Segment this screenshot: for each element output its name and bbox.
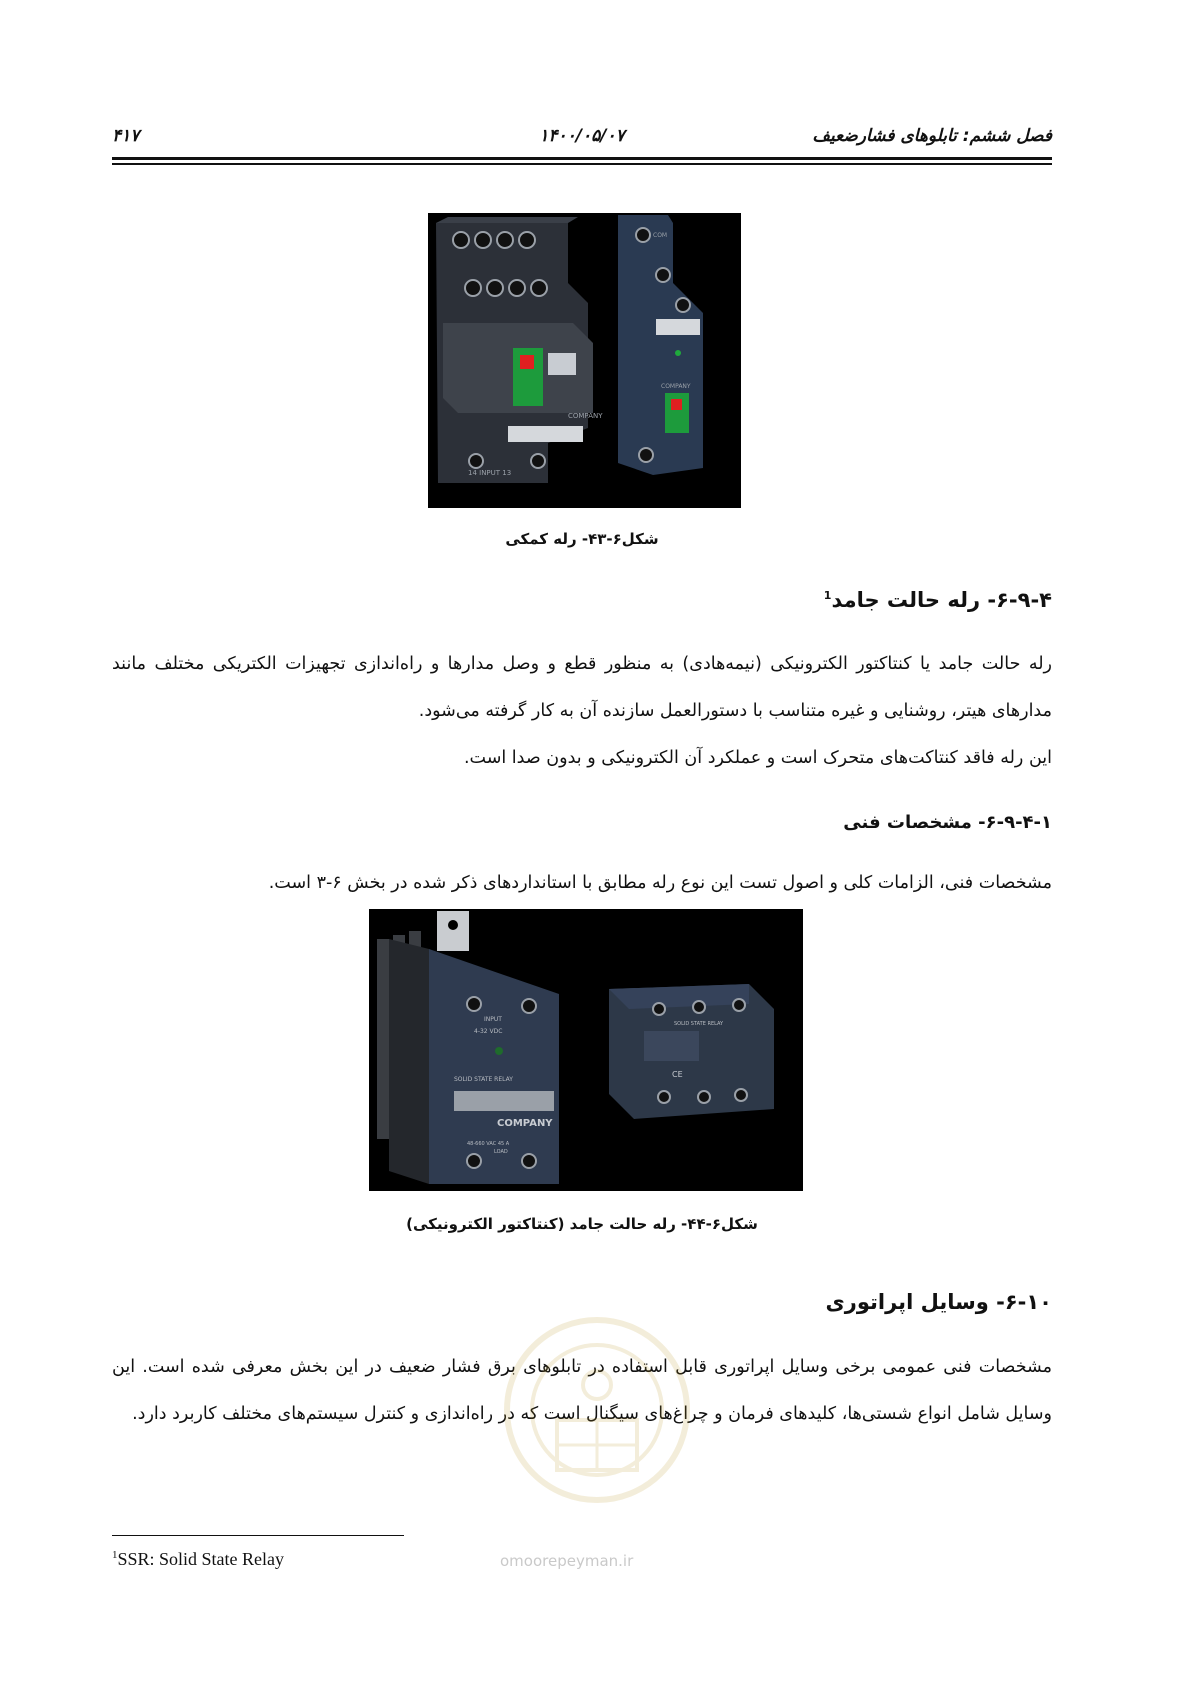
paragraph: رله حالت جامد یا کنتاکتور الکترونیکی (نیمه‌هادی) به منظور قطع و وصل مدارها و راه‌اندازی تجهیزات الکتریکی مختلف مانند مدارهای هیتر، روشنایی و غیره متناسب با دستورالعمل سازنده آن به کار گرفته می‌شود. [112,654,1052,721]
ssr-type-label-1: SOLID STATE RELAY [454,1076,513,1083]
footnote-marker: 1 [112,1549,118,1561]
operator-devices-paragraph: مشخصات فنی عمومی برخی وسایل اپراتوری قابل استفاده در تابلوهای برق فشار ضعیف در این بخش معرفی شده است. این وسایل شامل انواع شستی‌ها، کلیدهای فرمان و چراغ‌های سیگنال است که در راه‌اندازی و کنترل سیستم‌های مختلف کاربرد دارد. [112,1357,1052,1424]
footnote-ref: 1 [823,589,832,602]
figure-43-caption: شکل۶-۴۳- رله کمکی [505,530,659,548]
solid-state-relay-photo [369,909,803,1191]
auxiliary-relay-photo [428,213,741,508]
page-header [112,126,1052,154]
section-heading-solid-state-relay [824,588,1052,612]
chapter-title: فصل ششم: تابلوهای فشارضعیف [812,126,1052,146]
footnote [112,1549,284,1570]
footnote-separator [112,1535,404,1536]
section-heading-technical-specs: ۶-۹-۴-۱- مشخصات فنی [843,812,1052,833]
watermark-url: omoorepeyman.ir [500,1552,634,1570]
solid-state-relay-illustration [369,909,803,1191]
relay-com-label: COM [653,232,668,239]
heading-text: ۶-۹-۴- رله حالت جامد [831,588,1052,612]
technical-specs-paragraph: مشخصات فنی، الزامات کلی و اصول تست این نوع رله مطابق با استانداردهای ذکر شده در بخش ۶-۳ است. [268,873,1052,893]
solid-state-relay-text [112,641,1052,782]
figure-44-caption: شکل۶-۴۴- رله حالت جامد (کنتاکتور الکترونیکی) [406,1215,758,1233]
ssr-load-rating-label: 48-660 VAC 45 A [467,1141,510,1147]
auxiliary-relay-illustration [428,213,741,508]
ssr-voltage-label: 4-32 VDC [474,1028,503,1035]
ssr-brand-label: COMPANY [497,1118,553,1129]
relay-input-label: 14 INPUT 13 [468,469,512,477]
ssr3-ce-mark: CE [672,1070,683,1079]
relay-brand-label-1: COMPANY [568,412,603,420]
ssr3-type-label: SOLID STATE RELAY [674,1021,724,1027]
header-rule-thin [112,163,1052,165]
section-heading-operator-devices: ۶-۱۰- وسایل اپراتوری [825,1290,1052,1314]
publisher-seal-watermark [497,1300,697,1530]
footnote-text: SSR: Solid State Relay [117,1549,285,1569]
header-date: ۱۴۰۰/۰۵/۰۷ [539,126,625,146]
header-rule-thick [112,157,1052,160]
page-number: ۴۱۷ [112,126,140,146]
ssr-input-label: INPUT [484,1016,502,1023]
ssr-load-label: LOAD [494,1149,508,1155]
relay-brand-label-2: COMPANY [661,383,691,390]
paragraph: این رله فاقد کنتاکت‌های متحرک است و عملکرد آن الکترونیکی و بدون صدا است. [463,748,1052,768]
